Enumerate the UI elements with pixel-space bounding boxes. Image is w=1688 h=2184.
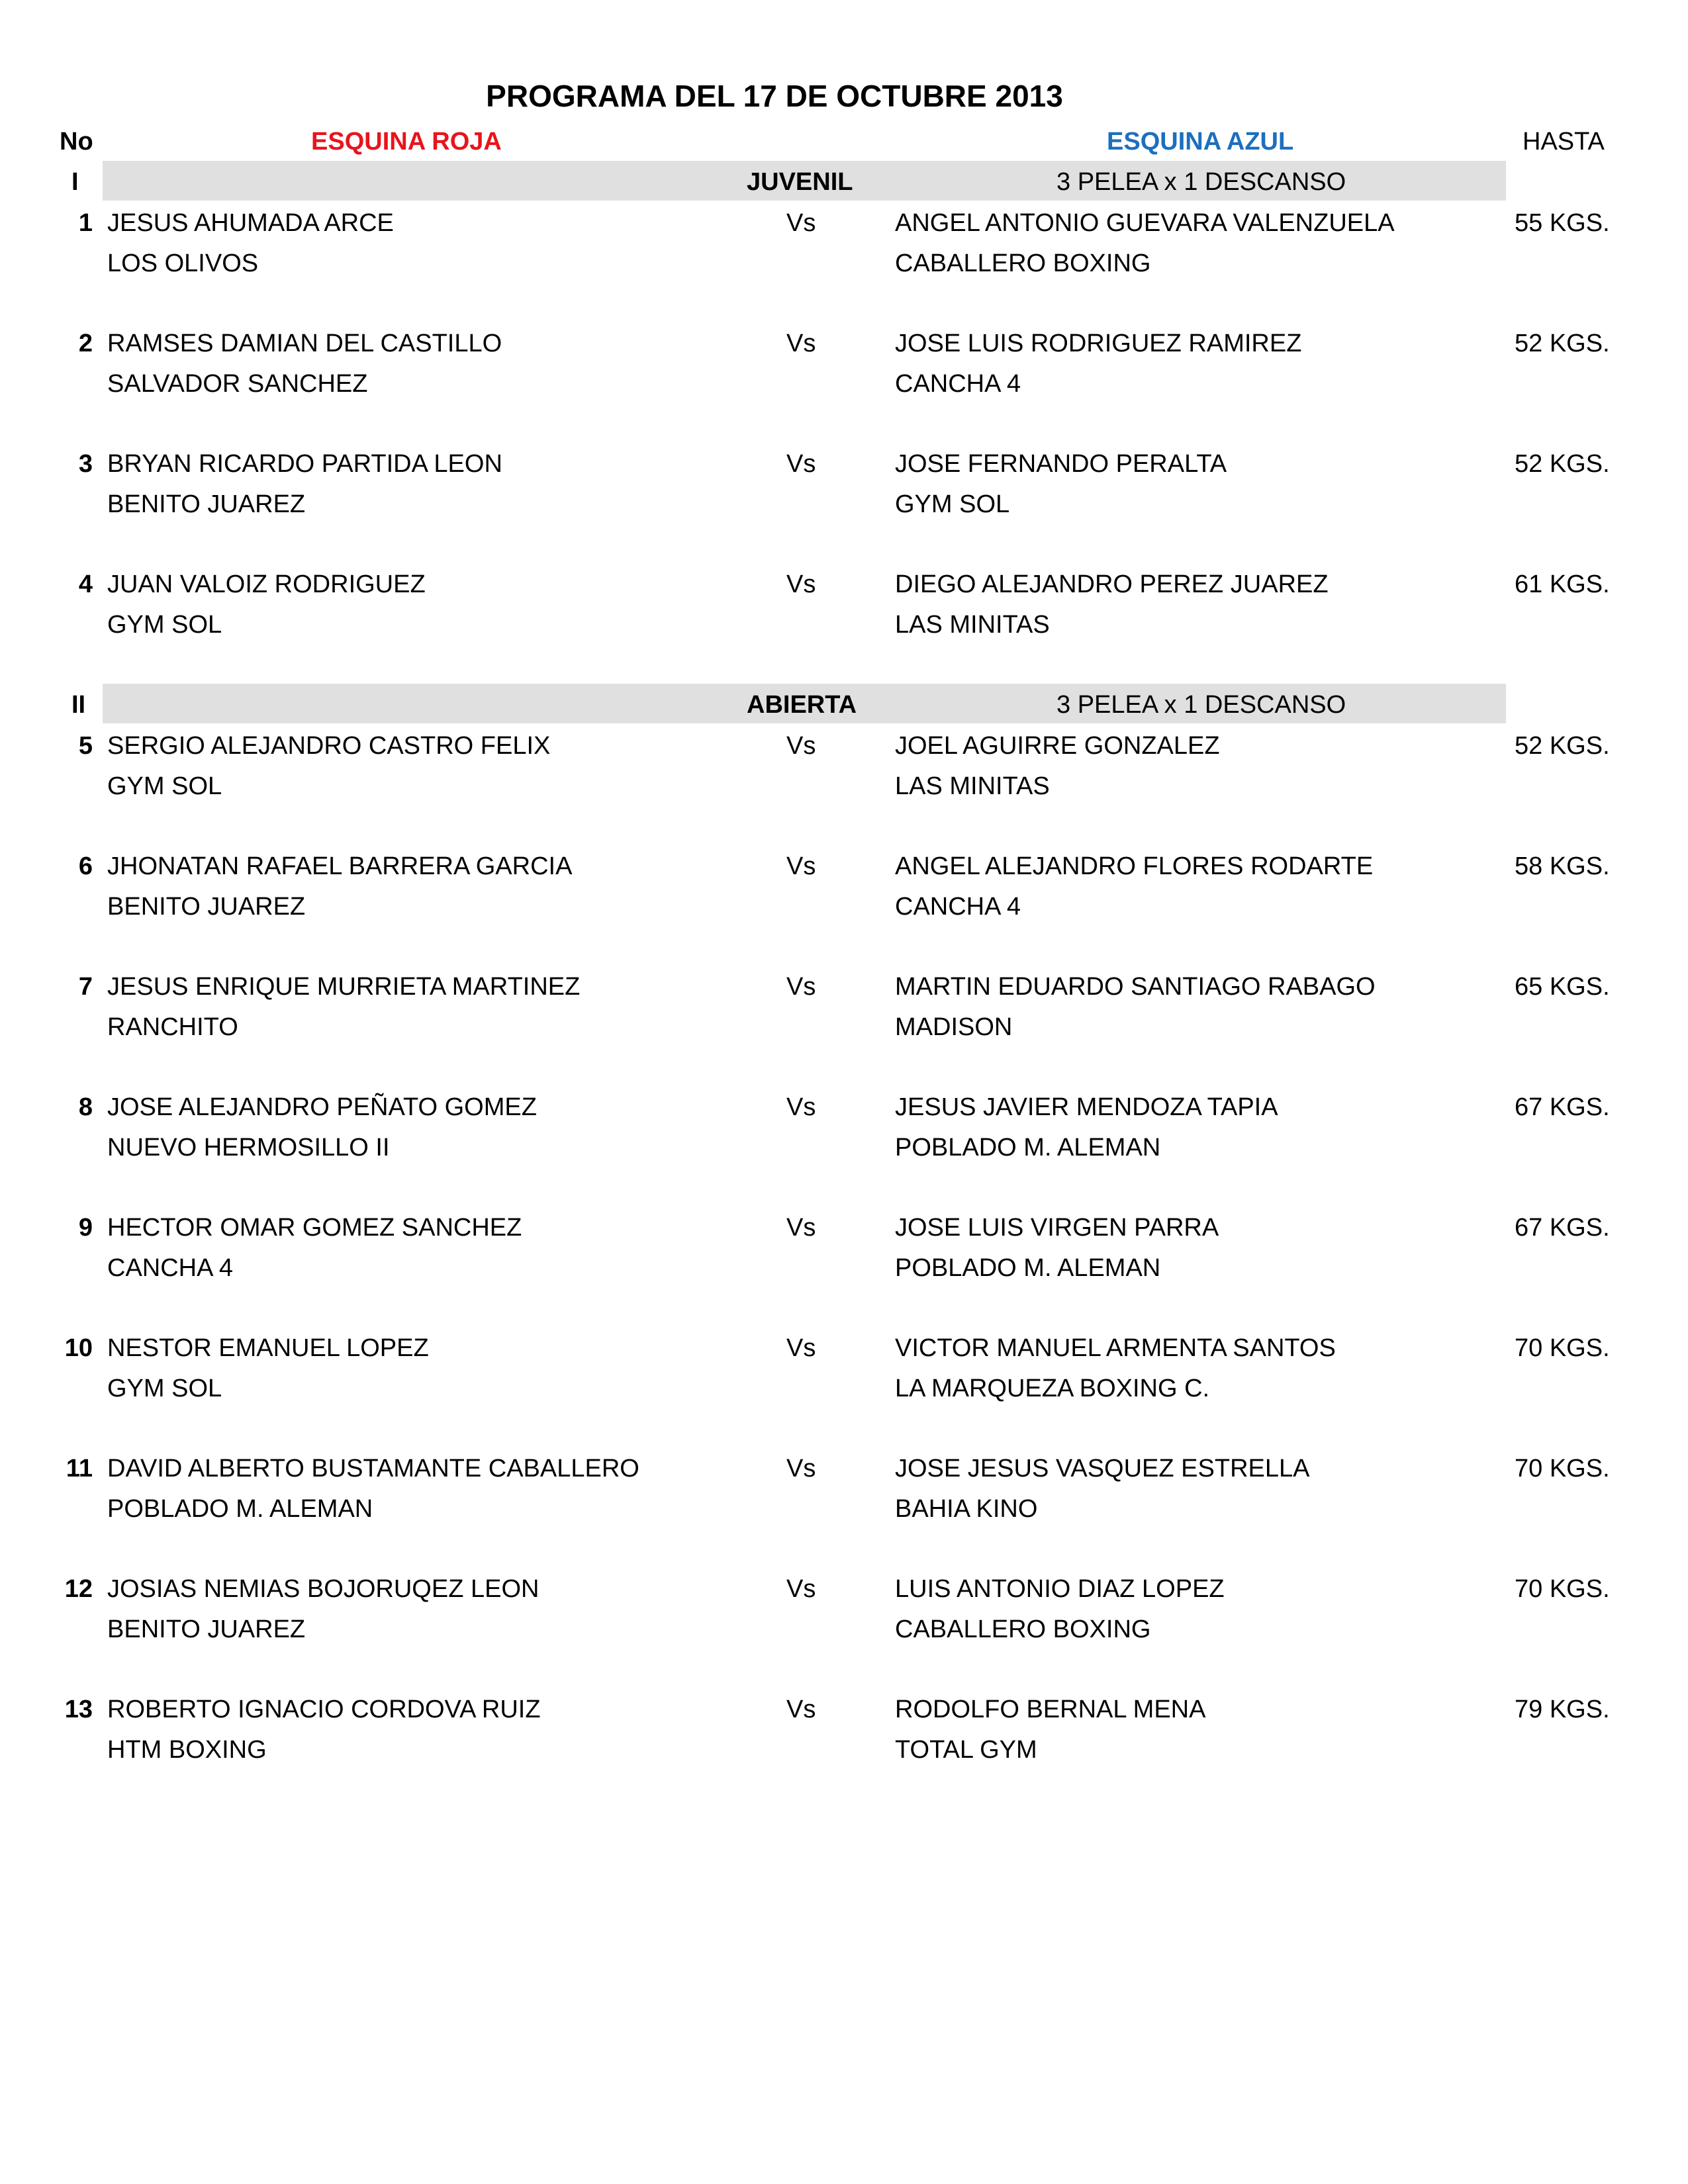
weight-limit: 55 KGS. [1515, 209, 1610, 237]
red-corner-club: GYM SOL [107, 1375, 222, 1402]
red-corner-fighter: DAVID ALBERTO BUSTAMANTE CABALLERO [107, 1455, 639, 1482]
blue-corner-fighter: JOEL AGUIRRE GONZALEZ [895, 732, 1220, 760]
red-corner-fighter: JOSIAS NEMIAS BOJORUQEZ LEON [107, 1575, 539, 1603]
blue-corner-club: BAHIA KINO [895, 1495, 1038, 1523]
bout-number: 12 [64, 1575, 93, 1603]
blue-corner-fighter: DIEGO ALEJANDRO PEREZ JUAREZ [895, 570, 1329, 598]
blue-corner-fighter: VICTOR MANUEL ARMENTA SANTOS [895, 1334, 1336, 1362]
bout-number: 11 [66, 1455, 93, 1482]
red-corner-fighter: NESTOR EMANUEL LOPEZ [107, 1334, 429, 1362]
blue-corner-club: POBLADO M. ALEMAN [895, 1134, 1161, 1161]
red-corner-fighter: RAMSES DAMIAN DEL CASTILLO [107, 330, 502, 357]
versus-label: Vs [786, 209, 816, 237]
blue-corner-club: LA MARQUEZA BOXING C. [895, 1375, 1210, 1402]
weight-limit: 70 KGS. [1515, 1455, 1610, 1482]
versus-label: Vs [786, 1214, 816, 1242]
blue-corner-club: TOTAL GYM [895, 1736, 1037, 1764]
bout-number: 13 [64, 1696, 93, 1723]
bout-number: 8 [78, 1093, 93, 1121]
blue-corner-fighter: ANGEL ANTONIO GUEVARA VALENZUELA [895, 209, 1395, 237]
bout-number: 5 [78, 732, 93, 760]
blue-corner-club: CABALLERO BOXING [895, 1615, 1151, 1643]
blue-corner-fighter: JOSE FERNANDO PERALTA [895, 450, 1227, 478]
red-corner-club: BENITO JUAREZ [107, 1615, 306, 1643]
blue-corner-fighter: JESUS JAVIER MENDOZA TAPIA [895, 1093, 1278, 1121]
blue-corner-club: GYM SOL [895, 490, 1010, 518]
versus-label: Vs [786, 732, 816, 760]
header-red-corner: ESQUINA ROJA [311, 128, 502, 156]
weight-limit: 70 KGS. [1515, 1575, 1610, 1603]
weight-limit: 52 KGS. [1515, 330, 1610, 357]
bout-number: 9 [78, 1214, 93, 1242]
blue-corner-club: CANCHA 4 [895, 893, 1021, 921]
blue-corner-club: POBLADO M. ALEMAN [895, 1254, 1161, 1282]
red-corner-fighter: SERGIO ALEJANDRO CASTRO FELIX [107, 732, 551, 760]
page-title: PROGRAMA DEL 17 DE OCTUBRE 2013 [486, 79, 1063, 113]
versus-label: Vs [786, 450, 816, 478]
red-corner-club: GYM SOL [107, 772, 222, 800]
weight-limit: 70 KGS. [1515, 1334, 1610, 1362]
versus-label: Vs [786, 852, 816, 880]
versus-label: Vs [786, 1093, 816, 1121]
red-corner-club: SALVADOR SANCHEZ [107, 370, 368, 398]
blue-corner-club: CANCHA 4 [895, 370, 1021, 398]
header-blue-corner: ESQUINA AZUL [1107, 128, 1294, 156]
bout-number: 10 [64, 1334, 93, 1362]
red-corner-club: BENITO JUAREZ [107, 490, 306, 518]
section-roman-numeral: II [71, 691, 86, 719]
red-corner-club: BENITO JUAREZ [107, 893, 306, 921]
section-format: 3 PELEA x 1 DESCANSO [1056, 691, 1346, 719]
blue-corner-fighter: JOSE LUIS VIRGEN PARRA [895, 1214, 1219, 1242]
blue-corner-fighter: JOSE LUIS RODRIGUEZ RAMIREZ [895, 330, 1302, 357]
bout-number: 6 [78, 852, 93, 880]
blue-corner-fighter: MARTIN EDUARDO SANTIAGO RABAGO [895, 973, 1376, 1001]
red-corner-fighter: JESUS AHUMADA ARCE [107, 209, 394, 237]
red-corner-club: CANCHA 4 [107, 1254, 234, 1282]
bout-number: 7 [78, 973, 93, 1001]
section-roman-numeral: I [71, 168, 79, 196]
weight-limit: 79 KGS. [1515, 1696, 1610, 1723]
section-category: JUVENIL [747, 168, 853, 196]
blue-corner-fighter: ANGEL ALEJANDRO FLORES RODARTE [895, 852, 1374, 880]
blue-corner-club: CABALLERO BOXING [895, 250, 1151, 277]
weight-limit: 67 KGS. [1515, 1093, 1610, 1121]
versus-label: Vs [786, 330, 816, 357]
bout-number: 2 [78, 330, 93, 357]
section-category: ABIERTA [747, 691, 857, 719]
red-corner-fighter: BRYAN RICARDO PARTIDA LEON [107, 450, 502, 478]
red-corner-fighter: ROBERTO IGNACIO CORDOVA RUIZ [107, 1696, 541, 1723]
weight-limit: 61 KGS. [1515, 570, 1610, 598]
blue-corner-club: LAS MINITAS [895, 611, 1050, 639]
blue-corner-fighter: JOSE JESUS VASQUEZ ESTRELLA [895, 1455, 1310, 1482]
red-corner-fighter: JUAN VALOIZ RODRIGUEZ [107, 570, 426, 598]
weight-limit: 58 KGS. [1515, 852, 1610, 880]
red-corner-club: HTM BOXING [107, 1736, 267, 1764]
red-corner-club: LOS OLIVOS [107, 250, 259, 277]
blue-corner-club: LAS MINITAS [895, 772, 1050, 800]
red-corner-fighter: JESUS ENRIQUE MURRIETA MARTINEZ [107, 973, 581, 1001]
blue-corner-fighter: RODOLFO BERNAL MENA [895, 1696, 1206, 1723]
versus-label: Vs [786, 1696, 816, 1723]
versus-label: Vs [786, 973, 816, 1001]
versus-label: Vs [786, 1575, 816, 1603]
versus-label: Vs [786, 1334, 816, 1362]
red-corner-fighter: HECTOR OMAR GOMEZ SANCHEZ [107, 1214, 522, 1242]
weight-limit: 67 KGS. [1515, 1214, 1610, 1242]
section-format: 3 PELEA x 1 DESCANSO [1056, 168, 1346, 196]
red-corner-club: GYM SOL [107, 611, 222, 639]
weight-limit: 65 KGS. [1515, 973, 1610, 1001]
versus-label: Vs [786, 570, 816, 598]
weight-limit: 52 KGS. [1515, 732, 1610, 760]
bout-number: 3 [78, 450, 93, 478]
header-hasta: HASTA [1523, 128, 1605, 156]
weight-limit: 52 KGS. [1515, 450, 1610, 478]
red-corner-club: NUEVO HERMOSILLO II [107, 1134, 390, 1161]
red-corner-fighter: JHONATAN RAFAEL BARRERA GARCIA [107, 852, 573, 880]
header-no: No [60, 128, 93, 156]
blue-corner-fighter: LUIS ANTONIO DIAZ LOPEZ [895, 1575, 1225, 1603]
red-corner-club: RANCHITO [107, 1013, 238, 1041]
bout-number: 1 [78, 209, 93, 237]
bout-number: 4 [78, 570, 93, 598]
blue-corner-club: MADISON [895, 1013, 1013, 1041]
red-corner-club: POBLADO M. ALEMAN [107, 1495, 373, 1523]
red-corner-fighter: JOSE ALEJANDRO PEÑATO GOMEZ [107, 1093, 537, 1121]
versus-label: Vs [786, 1455, 816, 1482]
